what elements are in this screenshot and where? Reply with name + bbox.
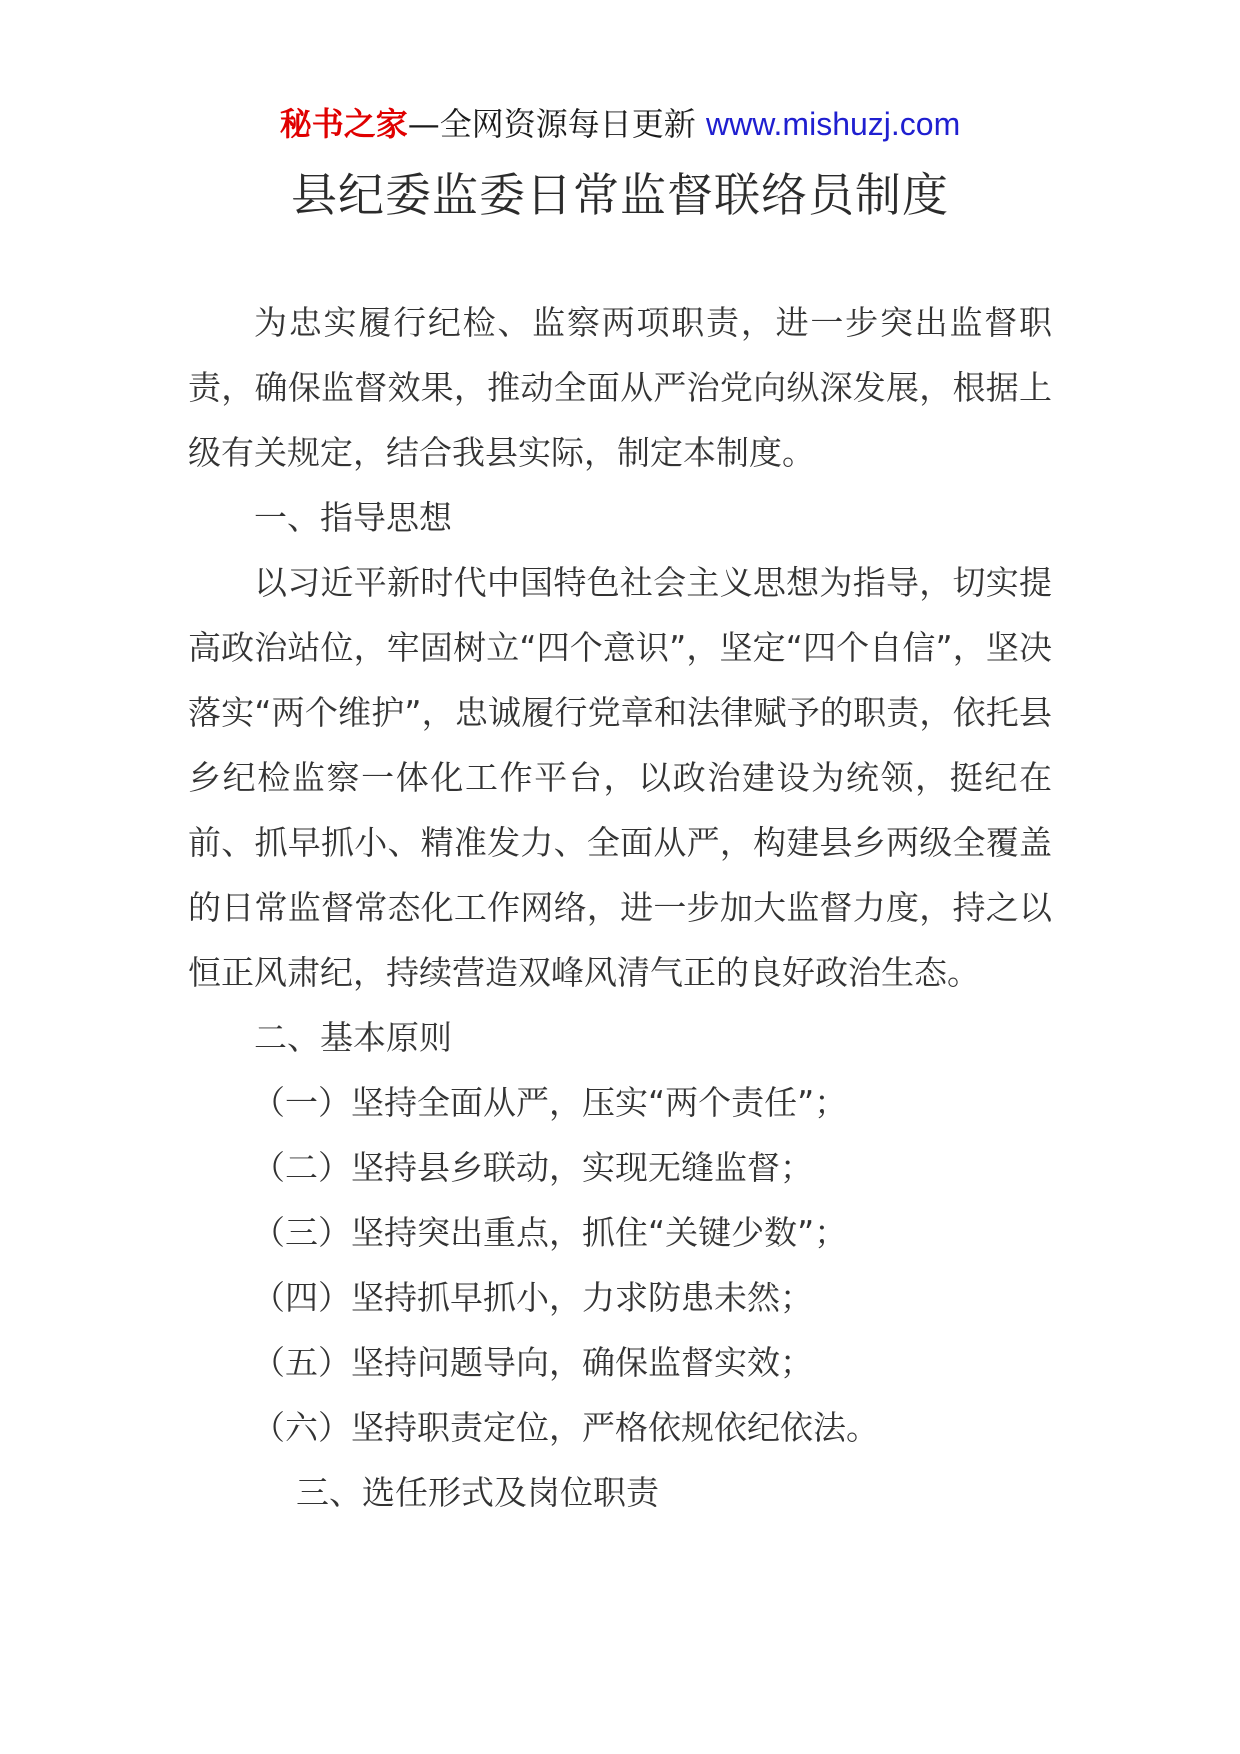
header-slogan: —全网资源每日更新 — [407, 105, 696, 143]
brand-name: 秘书之家 — [279, 105, 408, 143]
site-header — [0, 100, 1240, 148]
guiding-thought-paragraph: 以习近平新时代中国特色社会主义思想为指导，切实提高政治站位，牢固树立“四个意识”，坚定“四个自信”，坚决落实“两个维护”，忠诚履行党章和法律赋予的职责，依托县乡纪检监察一体化工作平台，以政治建设为统领，挺纪在前、抓早抓小、精准发力、全面从严，构建县乡两级全覆盖的日常监督常态化工作网络，进一步加大监督力度，持之以恒正风肃纪，持续营造双峰风清气正的良好政治生态。 — [188, 563, 1052, 992]
principle-item: （五）坚持问题导向，确保监督实效； — [252, 1343, 813, 1382]
intro-paragraph: 为忠实履行纪检、监察两项职责，进一步突出监督职责，确保监督效果，推动全面从严治党向纵深发展，根据上级有关规定，结合我县实际，制定本制度。 — [188, 303, 1052, 472]
principle-item: （一）坚持全面从严，压实“两个责任”； — [252, 1083, 848, 1122]
site-url-link[interactable]: www.mishuzj.com — [705, 106, 961, 142]
section-heading-basic-principles: 二、基本原则 — [254, 1018, 452, 1057]
section-heading-guiding-thought: 一、指导思想 — [254, 498, 452, 537]
principle-item: （三）坚持突出重点，抓住“关键少数”； — [252, 1213, 848, 1252]
section-heading-selection-duties: 三、选任形式及岗位职责 — [296, 1473, 659, 1512]
document-title: 县纪委监委日常监督联络员制度 — [291, 168, 949, 222]
principle-item: （二）坚持县乡联动，实现无缝监督； — [252, 1148, 813, 1187]
principle-item: （四）坚持抓早抓小，力求防患未然； — [252, 1278, 813, 1317]
document-body — [188, 290, 1052, 1525]
principle-item: （六）坚持职责定位，严格依规依纪依法。 — [252, 1408, 879, 1447]
